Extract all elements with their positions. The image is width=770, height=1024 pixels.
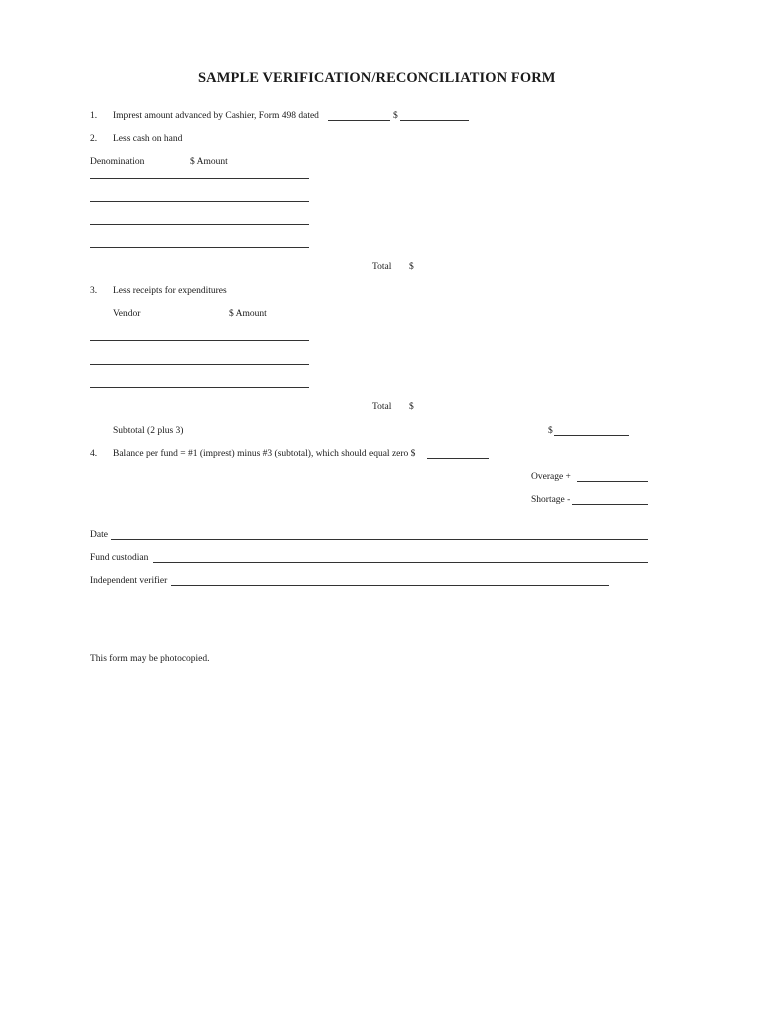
- item2-number: 2.: [90, 134, 98, 144]
- item1-date-line[interactable]: [328, 120, 390, 121]
- denomination-header: Denomination: [90, 157, 145, 167]
- item2-text: Less cash on hand: [113, 134, 183, 144]
- cash-row-line-2[interactable]: [90, 201, 309, 202]
- cash-total-dollar: $: [409, 262, 414, 272]
- overage-label: Overage +: [531, 472, 571, 482]
- verifier-label: Independent verifier: [90, 576, 168, 586]
- receipt-row-line-2[interactable]: [90, 364, 309, 365]
- verifier-line[interactable]: [171, 585, 609, 586]
- item3-text: Less receipts for expenditures: [113, 286, 227, 296]
- cash-row-line-3[interactable]: [90, 224, 309, 225]
- shortage-label: Shortage -: [531, 495, 571, 505]
- receipt-amount-header: $ Amount: [229, 309, 267, 319]
- custodian-label: Fund custodian: [90, 553, 149, 563]
- item1-number: 1.: [90, 111, 98, 121]
- cash-amount-header: $ Amount: [190, 157, 228, 167]
- vendor-header: Vendor: [113, 309, 141, 319]
- cash-row-line-1[interactable]: [90, 178, 309, 179]
- item4-number: 4.: [90, 449, 98, 459]
- receipt-row-line-1[interactable]: [90, 340, 309, 341]
- overage-line[interactable]: [577, 481, 648, 482]
- item1-dollar: $: [393, 111, 398, 121]
- date-label: Date: [90, 530, 108, 540]
- receipt-total-label: Total: [372, 402, 392, 412]
- photocopy-note: This form may be photocopied.: [90, 654, 210, 664]
- item1-text: Imprest amount advanced by Cashier, Form 498 dated: [113, 111, 319, 121]
- custodian-line[interactable]: [153, 562, 648, 563]
- receipt-row-line-3[interactable]: [90, 387, 309, 388]
- item3-number: 3.: [90, 286, 98, 296]
- date-line[interactable]: [111, 539, 648, 540]
- subtotal-line[interactable]: [554, 435, 629, 436]
- subtotal-label: Subtotal (2 plus 3): [113, 426, 184, 436]
- subtotal-dollar: $: [548, 426, 553, 436]
- item4-text: Balance per fund = #1 (imprest) minus #3 (subtotal), which should equal zero $: [113, 449, 416, 459]
- form-title: SAMPLE VERIFICATION/RECONCILIATION FORM: [198, 70, 556, 86]
- receipt-total-dollar: $: [409, 402, 414, 412]
- cash-total-label: Total: [372, 262, 392, 272]
- shortage-line[interactable]: [572, 504, 648, 505]
- cash-row-line-4[interactable]: [90, 247, 309, 248]
- balance-line[interactable]: [427, 458, 489, 459]
- item1-amount-line[interactable]: [400, 120, 469, 121]
